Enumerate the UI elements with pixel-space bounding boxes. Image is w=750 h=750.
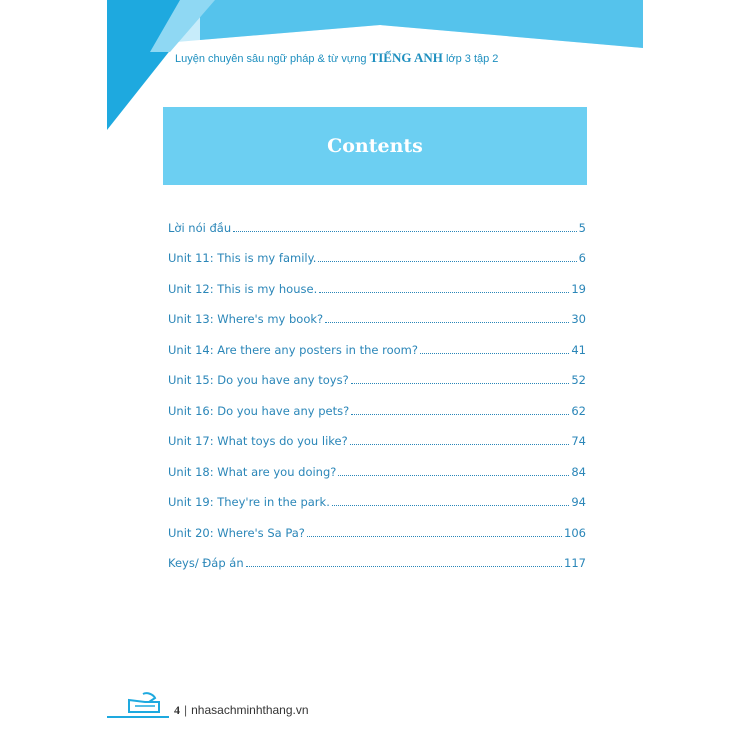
toc-leader-dots	[420, 353, 569, 354]
table-of-contents	[168, 204, 586, 570]
toc-entry[interactable]	[168, 448, 586, 479]
toc-entry[interactable]	[168, 296, 586, 327]
toc-leader-dots	[325, 322, 569, 323]
toc-entry-title: Unit 20: Where's Sa Pa?	[168, 525, 305, 540]
book-hand-icon	[107, 688, 169, 720]
header-band-mid	[200, 0, 643, 48]
toc-entry[interactable]	[168, 418, 586, 449]
toc-entry-title: Unit 14: Are there any posters in the room?	[168, 342, 418, 357]
page-footer	[107, 688, 367, 720]
footer-line	[174, 703, 309, 718]
toc-leader-dots	[338, 475, 569, 476]
toc-entry[interactable]	[168, 204, 586, 235]
book-series-prefix: Luyện chuyên sâu ngữ pháp & từ vựng	[175, 53, 370, 65]
toc-entry-page: 19	[571, 281, 586, 296]
footer-website[interactable]: nhasachminhthang.vn	[191, 703, 309, 717]
toc-entry-title: Unit 17: What toys do you like?	[168, 434, 348, 448]
toc-leader-dots	[318, 261, 576, 262]
book-series-emphasis: TIẾNG ANH	[369, 50, 443, 65]
toc-entry[interactable]	[168, 326, 586, 357]
toc-entry[interactable]	[168, 509, 586, 540]
toc-entry-title: Keys/ Đáp án	[168, 556, 244, 570]
toc-entry[interactable]	[168, 235, 586, 266]
toc-entry-page: 106	[564, 525, 586, 540]
toc-leader-dots	[307, 536, 562, 537]
toc-entry-page: 30	[571, 312, 586, 326]
toc-leader-dots	[350, 444, 570, 445]
contents-banner	[163, 107, 587, 185]
toc-entry[interactable]	[168, 540, 586, 571]
toc-entry-page: 62	[571, 403, 586, 418]
toc-entry-page: 5	[578, 220, 586, 235]
toc-entry[interactable]	[168, 357, 586, 388]
toc-entry-page: 74	[571, 434, 586, 448]
book-series-title	[175, 50, 498, 66]
toc-entry-title: Unit 11: This is my family.	[168, 251, 317, 265]
toc-entry-page: 94	[571, 495, 586, 509]
toc-leader-dots	[351, 383, 570, 384]
toc-entry[interactable]	[168, 265, 586, 296]
toc-entry-title: Unit 12: This is my house.	[168, 281, 318, 296]
toc-entry-page: 41	[571, 342, 586, 357]
toc-entry-title: Unit 13: Where's my book?	[168, 312, 324, 326]
toc-entry-title: Unit 19: They're in the park.	[168, 495, 330, 509]
toc-entry-title: Unit 18: What are you doing?	[168, 464, 337, 479]
toc-entry-page: 52	[571, 373, 586, 387]
toc-leader-dots	[332, 505, 570, 506]
toc-entry-page: 84	[571, 464, 586, 479]
toc-entry-page: 117	[564, 556, 586, 570]
toc-leader-dots	[319, 292, 569, 293]
footer-separator: |	[184, 703, 188, 717]
toc-entry[interactable]	[168, 387, 586, 418]
toc-entry-title: Unit 16: Do you have any pets?	[168, 403, 350, 418]
toc-entry-title: Unit 15: Do you have any toys?	[168, 373, 349, 387]
toc-entry[interactable]	[168, 479, 586, 510]
toc-leader-dots	[233, 231, 577, 232]
contents-title: Contents	[327, 135, 423, 157]
toc-leader-dots	[351, 414, 569, 415]
page-number: 4	[174, 703, 180, 717]
book-series-suffix: lớp 3 tập 2	[442, 53, 499, 65]
toc-entry-page: 6	[578, 251, 586, 265]
toc-entry-title: Lời nói đầu	[168, 220, 232, 235]
toc-leader-dots	[246, 566, 562, 567]
